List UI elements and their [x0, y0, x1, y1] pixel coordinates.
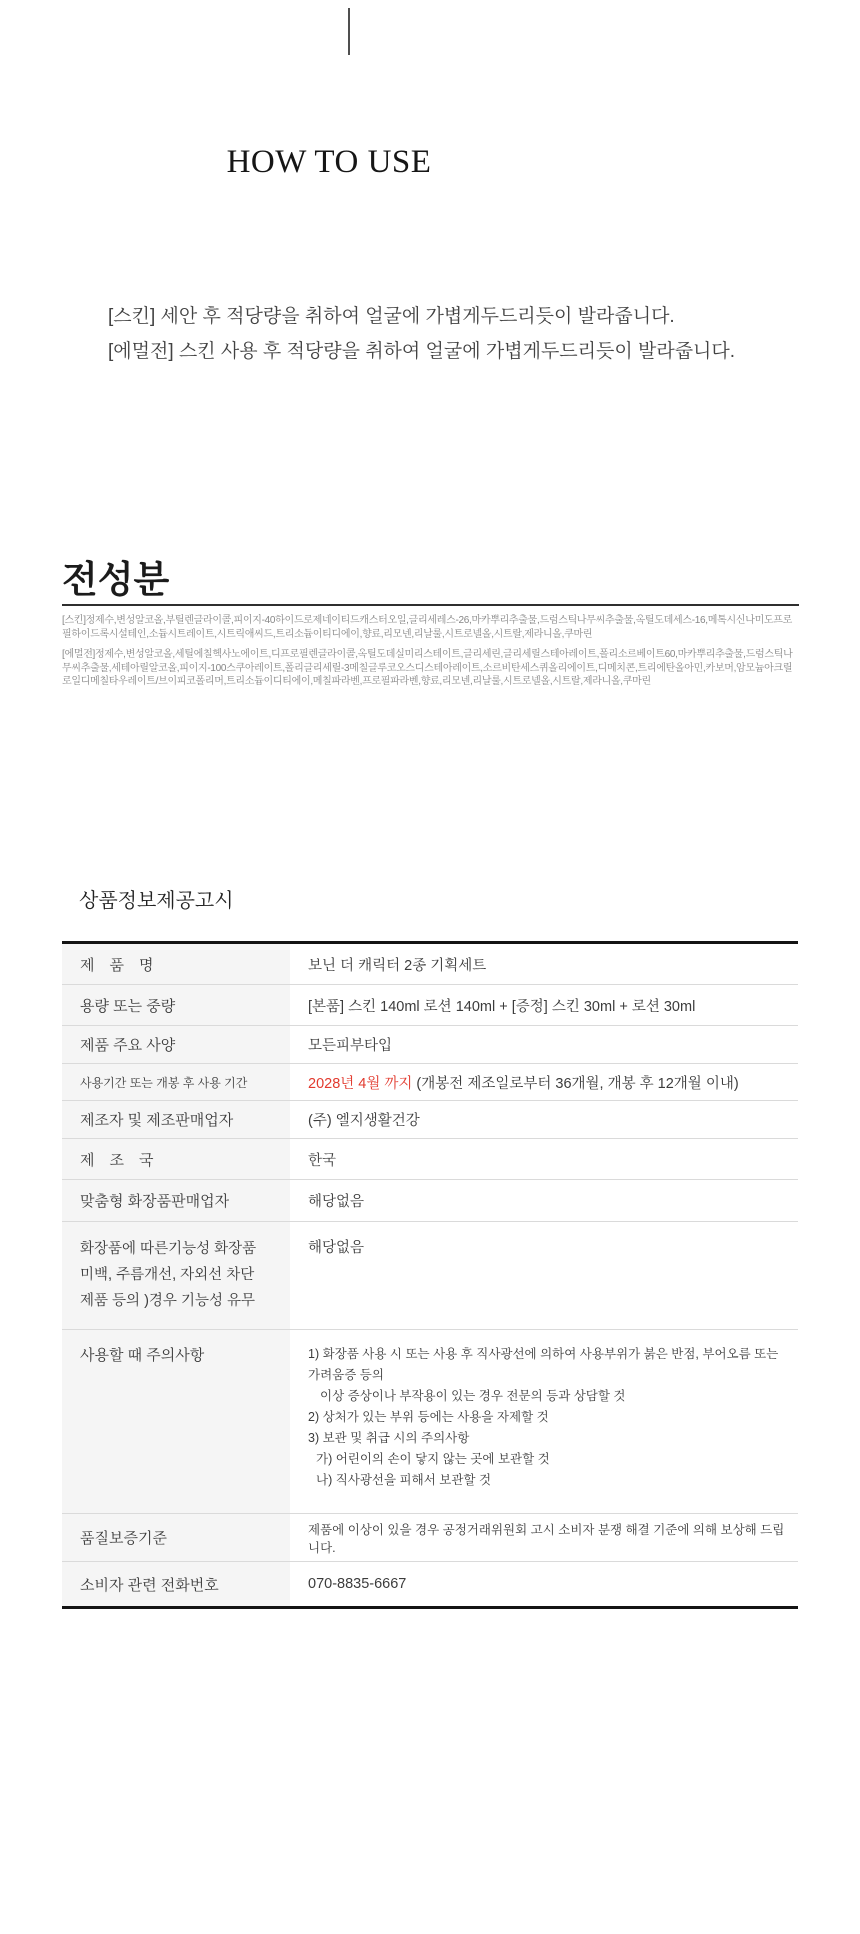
- caution-line: 1) 화장품 사용 시 또는 사용 후 직사광선에 의하여 사용부위가 붉은 반점, 부어오름 또는 가려움증 등의: [308, 1347, 779, 1382]
- table-row-volume: [62, 985, 798, 1026]
- row-value: 제품에 이상이 있을 경우 공정거래위원회 고시 소비자 분쟁 해결 기준에 의해 보상해 드립니다.: [308, 1522, 785, 1555]
- functional-label-line: 제품 등의 )경우 기능성 유무: [80, 1293, 256, 1309]
- ingredients-title: 전성분: [62, 559, 170, 600]
- product-info-table: [62, 941, 798, 1609]
- functional-label-line: 화장품에 따른기능성 화장품: [80, 1241, 257, 1257]
- table-row-functional: [62, 1222, 798, 1330]
- table-row-consumer-phone: [62, 1562, 798, 1606]
- functional-label-line: 미백, 주름개선, 자외선 차단: [80, 1267, 255, 1283]
- row-label: 용량 또는 중량: [62, 985, 290, 1025]
- row-label: 사용할 때 주의사항: [62, 1330, 290, 1513]
- table-row-country: [62, 1139, 798, 1180]
- row-label: 제품 주요 사양: [62, 1026, 290, 1063]
- row-value: [290, 1064, 798, 1100]
- row-label: 제 품 명: [62, 944, 290, 984]
- top-divider-tick: [348, 8, 350, 55]
- table-row-product-name: [62, 944, 798, 985]
- table-row-caution: [62, 1330, 798, 1514]
- caution-line: 이상 증상이나 부작용이 있는 경우 전문의 등과 상담할 것: [320, 1389, 626, 1403]
- ingredients-title-rule: [62, 604, 799, 606]
- caution-line: 2) 상처가 있는 부위 등에는 사용을 자제할 것: [308, 1410, 549, 1424]
- row-value: 보닌 더 캐릭터 2종 기획세트: [308, 957, 487, 974]
- row-value: 한국: [308, 1152, 337, 1169]
- row-label: 제조자 및 제조판매업자: [62, 1101, 290, 1138]
- how-to-use-title: HOW TO USE: [226, 144, 432, 180]
- row-value: 해당없음: [308, 1194, 365, 1210]
- table-row-spec: [62, 1026, 798, 1064]
- row-label: [62, 1222, 290, 1329]
- caution-line: 나) 직사광선을 피해서 보관할 것: [316, 1473, 492, 1487]
- table-row-warranty: [62, 1514, 798, 1562]
- row-value: [290, 1330, 798, 1513]
- usage-period-value: [308, 1072, 788, 1093]
- table-row-custom-cosmetics: [62, 1180, 798, 1222]
- ingredients-skin: [스킨]정제수,변성알코올,부틸렌글라이콜,피이지-40하이드로제네이티드캐스터오일,글리세레스-26,마카뿌리추출물,드럼스틱나무씨추출물,옥틸도데세스-16,메톡시신나미도프로필하이드록시설테인,소듐시트레이트,시트릭애씨드,트리소듐이티디에이,향료,리모넨,리날룰,시트로넬올,시트랄,제라니올,쿠마린: [62, 615, 793, 640]
- product-info-title: 상품정보제공고시: [79, 890, 234, 912]
- row-label: 맞춤형 화장품판매업자: [62, 1180, 290, 1221]
- row-value: 해당없음: [308, 1240, 365, 1256]
- table-row-usage-period: [62, 1064, 798, 1101]
- how-to-use-instructions: [108, 299, 735, 369]
- how-to-use-line-emulsion: [에멀전] 스킨 사용 후 적당량을 취하여 얼굴에 가볍게두드리듯이 발라줍니다.: [108, 341, 736, 362]
- row-value: 070-8835-6667: [308, 1576, 407, 1592]
- row-value: 모든피부타입: [308, 1038, 393, 1054]
- ingredients-text: [62, 614, 801, 696]
- caution-line: 3) 보관 및 취급 시의 주의사항: [308, 1431, 470, 1445]
- row-label: 제 조 국: [62, 1139, 290, 1179]
- row-label: 소비자 관련 전화번호: [62, 1562, 290, 1606]
- usage-period-date: 2028년 4월 까지: [308, 1075, 413, 1092]
- ingredients-emulsion: [에멀전]정제수,변성알코올,세틸에칠헥사노에이트,디프로필렌글라이콜,옥틸도데실미리스테이트,글리세린,글리세릴스테아레이트,폴리소르베이트60,마카뿌리추출물,드럼스틱나무씨추출물,세테아릴알코올,피이지-100스쿠아레이트,폴리글리세릴-3메칠글루코오스디스테아레이트,소르비탄세스퀴올리에이트,디메치콘,트리에탄올아민,카보머,암모늄아크릴로일디메칠타우레이트/브이피코폴리머,트리소듐이디티에이,메칠파라벤,프로필파라벤,향료,리모넨,리날룰,시트로넬올,시트랄,제라니올,쿠마린: [62, 649, 793, 687]
- row-label: 사용기간 또는 개봉 후 사용 기간: [62, 1064, 290, 1100]
- row-label: 품질보증기준: [62, 1514, 290, 1561]
- caution-line: 가) 어린이의 손이 닿지 않는 곳에 보관할 것: [316, 1452, 550, 1466]
- how-to-use-line-skin: [스킨] 세안 후 적당량을 취하여 얼굴에 가볍게두드리듯이 발라줍니다.: [108, 306, 675, 327]
- row-value: (주) 엘지생활건강: [308, 1113, 420, 1129]
- row-value: [본품] 스킨 140ml 로션 140ml + [증정] 스킨 30ml + 로션 30ml: [308, 998, 696, 1015]
- usage-period-detail: (개봉전 제조일로부터 36개월, 개봉 후 12개월 이내): [412, 1075, 739, 1092]
- table-row-manufacturer: [62, 1101, 798, 1139]
